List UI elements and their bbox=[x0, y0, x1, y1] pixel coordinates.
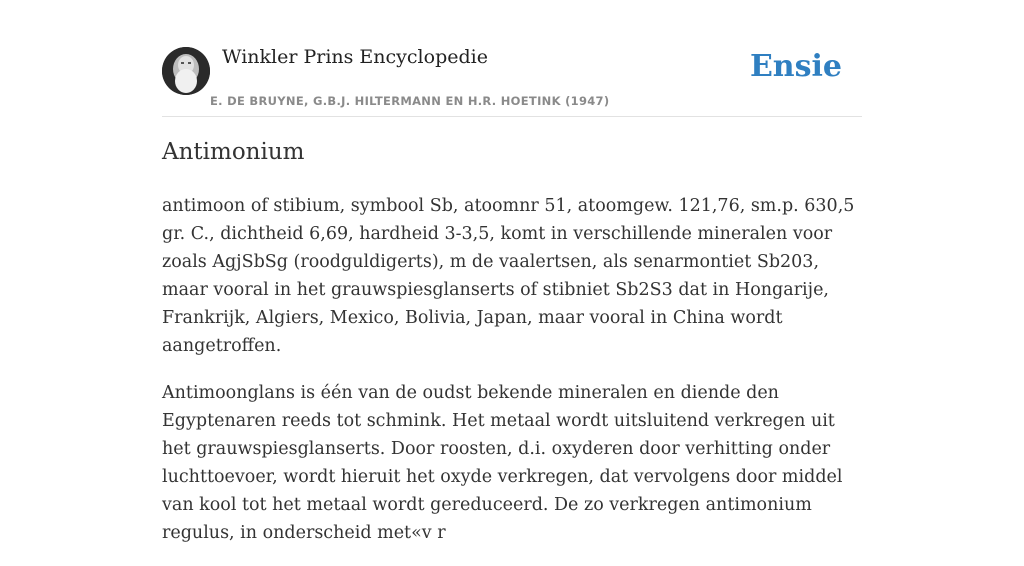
header bbox=[162, 0, 862, 117]
page bbox=[162, 0, 862, 543]
article-paragraph: antimoon of stibium, symbool Sb, atoomnr 51, atoomgew. 121,76, sm.p. 630,5 gr. C., dichtheid 6,69, hardheid 3-3,5, komt in verschillende mineralen voor zoals AgjSbSg (roodguldigerts), m de vaalertsen, als senarmontiet Sb203, maar vooral in het grauwspiesglanserts of stibniet Sb2S3 dat in Hongarije, Frankrijk, Algiers, Mexico, Bolivia, Japan, maar vooral in China wordt aangetroffen. bbox=[162, 196, 855, 356]
article-title: Antimonium bbox=[162, 139, 305, 165]
portrait-icon bbox=[162, 47, 210, 95]
article-body bbox=[162, 192, 862, 566]
author-avatar[interactable] bbox=[162, 47, 210, 95]
authors-line: E. DE BRUYNE, G.B.J. HILTERMANN EN H.R. HOETINK (1947) bbox=[210, 94, 610, 108]
site-title[interactable]: Winkler Prins Encyclopedie bbox=[222, 46, 488, 68]
brand-logo[interactable]: Ensie bbox=[749, 49, 842, 84]
article-paragraph: Antimoonglans is één van de oudst bekende mineralen en diende den Egyptenaren reeds tot schmink. Het metaal wordt uitsluitend verkregen uit het grauwspiesglanserts. Door roosten, d.i. oxyderen door verhitting onder luchttoevoer, wordt hieruit het oxyde verkregen, dat vervolgens door middel van kool tot het metaal wordt gereduceerd. De zo verkregen antimonium regulus, in onderscheid met«v r bbox=[162, 383, 843, 543]
